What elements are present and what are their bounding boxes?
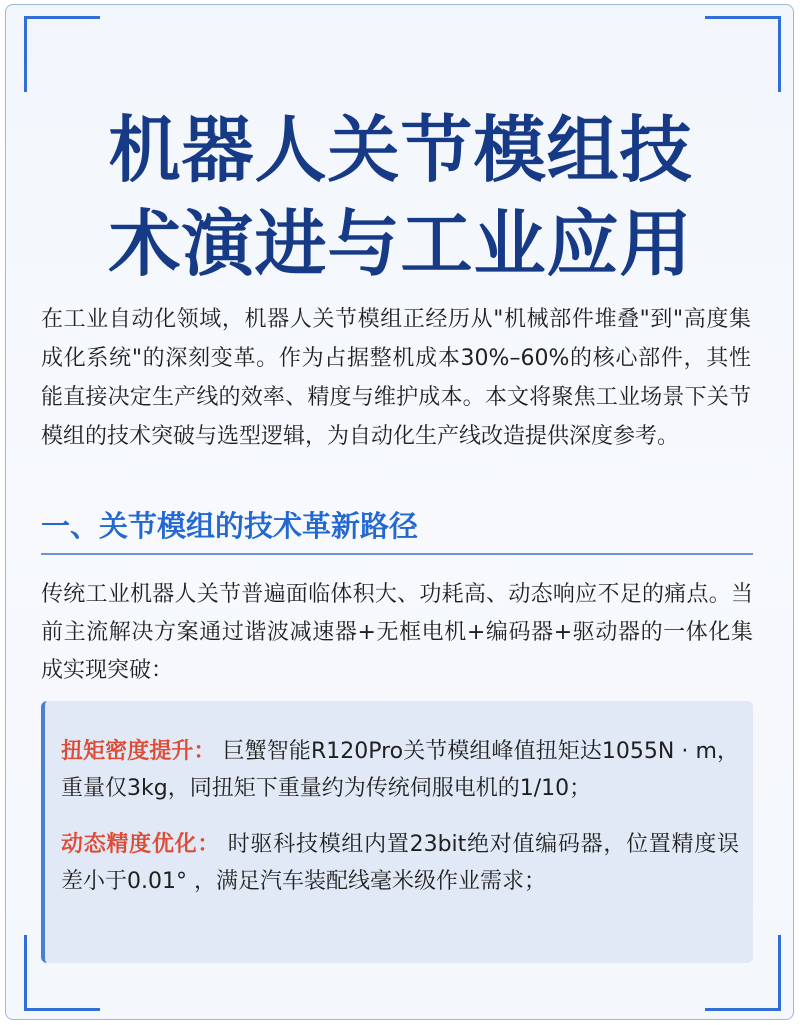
highlight-text-precision: 时驱科技模组内置23bit绝对值编码器，位置精度误差小于0.01° ，满足汽车装配线毫米级作业需求； xyxy=(61,832,739,894)
corner-bracket-top-left xyxy=(24,16,100,92)
section-1-paragraph: 传统工业机器人关节普遍面临体积大、功耗高、动态响应不足的痛点。当前主流解决方案通过谐波减速器+无框电机+编码器+驱动器的一体化集成实现突破： xyxy=(41,582,753,683)
section-1-heading: 一、关节模组的技术革新路径 xyxy=(41,505,753,555)
article-title-line-1: 机器人关节模组技 xyxy=(108,108,693,192)
highlight-text-torque: 巨蟹智能R120Pro关节模组峰值扭矩达1055N · m，重量仅3kg，同扭矩下重量约为传统伺服电机的1/10； xyxy=(61,739,739,801)
highlight-item-torque xyxy=(61,733,739,807)
intro-paragraph: 在工业自动化领域，机器人关节模组正经历从"机械部件堆叠"到"高度集成化系统"的深刻变革。作为占据整机成本30%–60%的核心部件，其性能直接决定生产线的效率、精度与维护成本。本文将聚焦工业场景下关节模组的技术突破与选型逻辑，为自动化生产线改造提供深度参考。 xyxy=(41,307,751,449)
highlight-label-torque: 扭矩密度提升： xyxy=(61,739,216,764)
highlight-label-precision: 动态精度优化： xyxy=(61,832,221,857)
article-title xyxy=(6,103,794,291)
highlight-box xyxy=(41,701,753,963)
article-title-line-2: 术演进与工业应用 xyxy=(108,202,693,286)
highlight-item-precision xyxy=(61,826,739,900)
corner-bracket-top-right xyxy=(705,16,781,92)
